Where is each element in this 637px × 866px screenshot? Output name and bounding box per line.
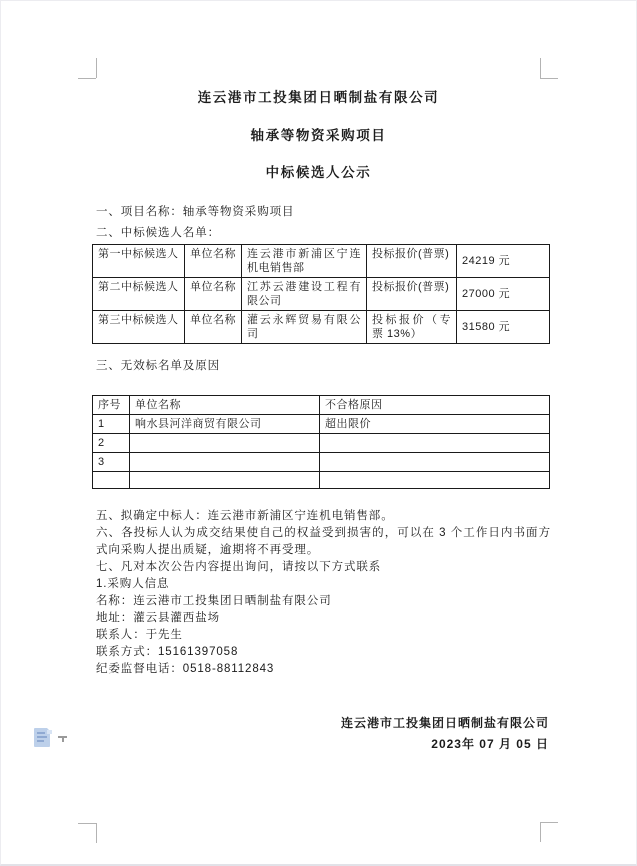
table-cell: 灌云永辉贸易有限公司 (242, 311, 367, 344)
table-cell: 3 (93, 453, 130, 472)
table-row (93, 278, 550, 311)
contact-phone-line: 联系方式：15161397058 (96, 646, 239, 658)
table-cell: 24219 元 (457, 245, 550, 278)
table-cell: 超出限价 (320, 415, 550, 434)
section-3-invalid-bids-heading: 三、无效标名单及原因 (96, 360, 220, 372)
section-5-winner: 五、拟确定中标人：连云港市新浦区宁连机电销售部。 (96, 510, 394, 522)
table-cell (130, 453, 320, 472)
table-cell: 响水县河洋商贸有限公司 (130, 415, 320, 434)
section-7-contact-notice: 七、凡对本次公告内容提出询问，请按以下方式联系 (96, 561, 382, 573)
table-row (93, 453, 550, 472)
table-cell: 江苏云港建设工程有限公司 (242, 278, 367, 311)
table-header-row (93, 396, 550, 415)
document-title-line-3: 中标候选人公示 (265, 165, 372, 180)
table-cell (320, 434, 550, 453)
table-cell (320, 472, 550, 489)
candidates-table (92, 244, 550, 344)
table-row (93, 311, 550, 344)
table-cell: 2 (93, 434, 130, 453)
table-header-cell: 单位名称 (130, 396, 320, 415)
signature-date: 2023年 07 月 05 日 (431, 737, 549, 751)
table-row (93, 434, 550, 453)
table-cell: 单位名称 (185, 311, 242, 344)
signature-company: 连云港市工投集团日晒制盐有限公司 (340, 716, 549, 730)
section-1-project-name: 一、项目名称：轴承等物资采购项目 (96, 206, 295, 218)
contact-person-line: 联系人：于先生 (96, 629, 183, 641)
table-cell (320, 453, 550, 472)
table-cell: 单位名称 (185, 245, 242, 278)
table-cell: 投标报价(普票) (367, 245, 457, 278)
table-cell: 31580 元 (457, 311, 550, 344)
table-cell: 投标报价（专票 13%） (367, 311, 457, 344)
table-cell: 单位名称 (185, 278, 242, 311)
supervision-phone-line: 纪委监督电话：0518-88112843 (96, 663, 275, 675)
table-row (93, 472, 550, 489)
table-cell: 27000 元 (457, 278, 550, 311)
table-row (93, 415, 550, 434)
section-2-candidate-list-heading: 二、中标候选人名单： (96, 227, 220, 239)
table-cell (130, 434, 320, 453)
table-header-cell: 不合格原因 (320, 396, 550, 415)
purchaser-address-line: 地址：灌云县灌西盐场 (96, 612, 220, 624)
document-title-line-2: 轴承等物资采购项目 (250, 128, 387, 143)
table-cell: 第三中标候选人 (93, 311, 185, 344)
table-row (93, 245, 550, 278)
table-cell: 1 (93, 415, 130, 434)
purchaser-info-heading: 1.采购人信息 (96, 578, 170, 590)
invalid-bids-table (92, 395, 550, 489)
table-cell: 第一中标候选人 (93, 245, 185, 278)
document-title-line-1: 连云港市工投集团日晒制盐有限公司 (197, 90, 440, 105)
table-cell: 投标报价(普票) (367, 278, 457, 311)
table-cell: 第二中标候选人 (93, 278, 185, 311)
signature-block (1, 713, 549, 755)
table-cell (130, 472, 320, 489)
table-cell: 连云港市新浦区宁连机电销售部 (242, 245, 367, 278)
purchaser-name-line: 名称：连云港市工投集团日晒制盐有限公司 (96, 595, 332, 607)
table-header-cell: 序号 (93, 396, 130, 415)
table-cell (93, 472, 130, 489)
section-6-objection-notice: 六、各投标人认为成交结果使自己的权益受到损害的，可以在 3 个工作日内书面方式向采购人提出质疑，逾期将不再受理。 (96, 527, 551, 556)
body-paragraphs (96, 508, 551, 678)
